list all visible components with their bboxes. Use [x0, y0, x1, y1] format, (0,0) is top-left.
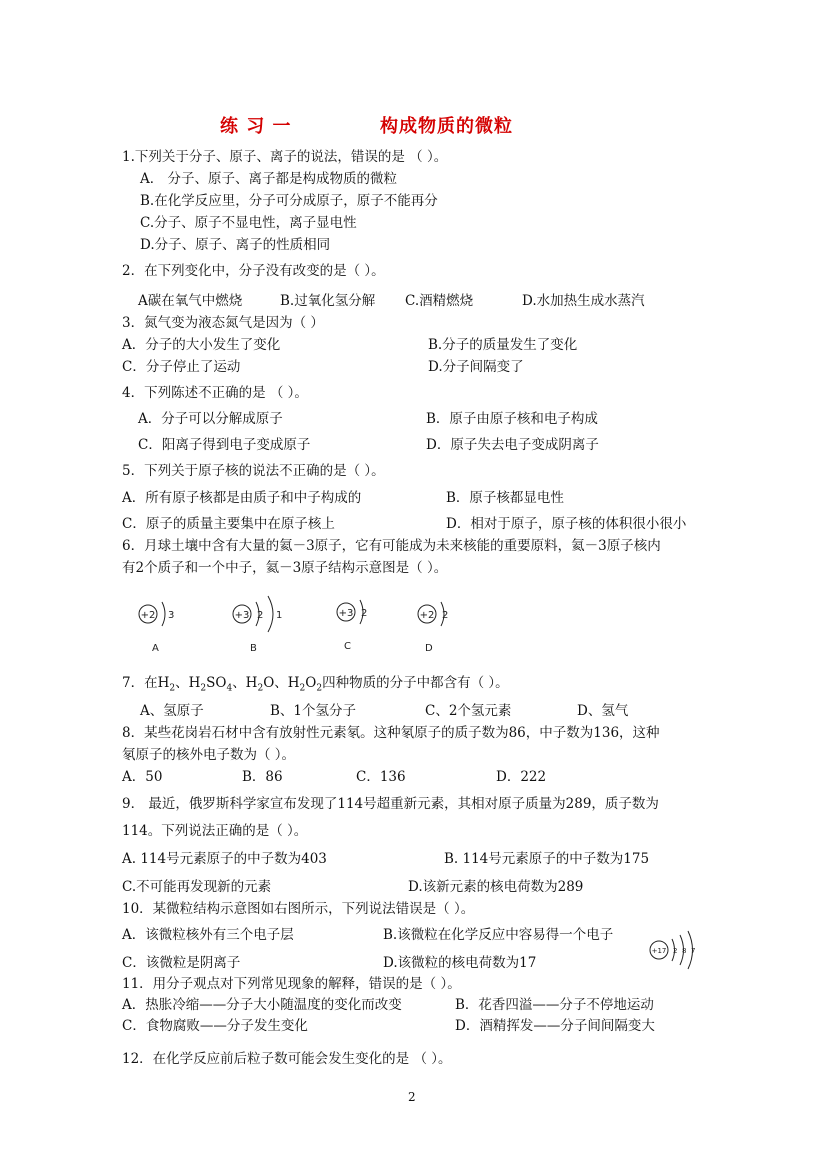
diagram-a-nucleus: +2	[140, 610, 156, 621]
q2-option-c: C.酒精燃烧	[405, 293, 474, 309]
q8-line1: 8．某些花岗岩石材中含有放射性元素氡。这种氡原子的质子数为86，中子数为136，这种	[122, 725, 660, 741]
q9-option-b: B. 114号元素原子的中子数为175	[444, 851, 650, 867]
q1-stem: 1.下列关于分子、原子、离子的说法，错误的是 （ ）。	[122, 149, 448, 165]
q10-option-d: D.该微粒的核电荷数为17	[383, 955, 537, 971]
q2-option-a: A碳在氧气中燃烧	[138, 293, 243, 309]
title-practice: 练 习 一	[220, 116, 292, 137]
q5-option-a: A．所有原子核都是由质子和中子构成的	[122, 490, 362, 506]
diagram-d-label: D	[425, 643, 433, 654]
q9-option-a: A. 114号元素原子的中子数为403	[122, 851, 327, 867]
q10-diagram-nucleus: +17	[651, 947, 667, 955]
q8-line2: 氡原子的核外电子数为（ ）。	[122, 747, 296, 763]
atom-diagram-c	[337, 600, 367, 652]
q6-line1: 6．月球土壤中含有大量的氦－3原子，它有可能成为未来核能的重要原料，氦－3原子核内	[122, 538, 661, 554]
diagram-d-nucleus: +2	[419, 610, 435, 621]
diagram-b-nucleus: +3	[234, 610, 250, 621]
q8-option-b: B．86	[242, 769, 283, 785]
q1-option-c: C.分子、原子不显电性，离子显电性	[140, 215, 357, 231]
q4-option-d: D．原子失去电子变成阴离子	[426, 437, 599, 453]
q10-atom-diagram	[645, 930, 705, 972]
q7-option-d: D、氢气	[577, 703, 629, 719]
diagram-a-shell-1: 3	[168, 610, 175, 621]
q5-option-b: B．原子核都显电性	[446, 490, 564, 506]
diagram-b-label: B	[250, 643, 257, 654]
q10-option-c: C．该微粒是阴离子	[122, 955, 241, 971]
q5-option-c: C．原子的质量主要集中在原子核上	[122, 516, 335, 532]
q10-stem: 10．某微粒结构示意图如右图所示，下列说法错误是（ ）。	[122, 901, 475, 917]
q6-line2: 有2个质子和一个中子，氦－3原子结构示意图是（ ）。	[122, 560, 448, 576]
q10-option-a: A．该微粒核外有三个电子层	[122, 927, 294, 943]
q4-option-b: B．原子由原子核和电子构成	[426, 411, 598, 427]
diagram-c-shell-1: 2	[361, 608, 368, 619]
atom-diagram-d	[418, 602, 448, 654]
q5-stem: 5．下列关于原子核的说法不正确的是（ ）。	[122, 463, 385, 479]
q10-diagram-shell-1: 2	[673, 947, 678, 955]
diagram-b-shell-1: 2	[257, 610, 264, 621]
q4-stem: 4．下列陈述不正确的是 （ ）。	[122, 385, 308, 401]
q10-option-b: B.该微粒在化学反应中容易得一个电子	[383, 927, 614, 943]
q10-diagram-shell-2: 8	[682, 947, 687, 955]
q7-option-c: C、2个氢元素	[425, 703, 512, 719]
q4-option-a: A．分子可以分解成原子	[138, 411, 283, 427]
q8-option-a: A．50	[122, 769, 163, 785]
atom-diagram-a	[139, 602, 174, 654]
q12-stem: 12．在化学反应前后粒子数可能会发生变化的是 （ ）。	[122, 1051, 452, 1067]
atom-diagram-b	[233, 596, 282, 654]
q11-option-c: C．食物腐败——分子发生变化	[122, 1018, 308, 1034]
q3-option-d: D.分子间隔变了	[428, 359, 524, 375]
q3-option-c: C．分子停止了运动	[122, 359, 241, 375]
diagram-c-nucleus: +3	[338, 608, 354, 619]
q10-diagram-shell-3: 7	[691, 947, 696, 955]
q2-stem: 2．在下列变化中，分子没有改变的是（ ）。	[122, 263, 385, 279]
diagram-c-label: C	[344, 641, 351, 652]
q2-option-b: B.过氧化氢分解	[280, 293, 376, 309]
q7-option-a: A、氢原子	[140, 703, 204, 719]
diagram-b-shell-2: 1	[276, 610, 283, 621]
page-number: 2	[408, 1090, 416, 1104]
diagram-a-label: A	[152, 643, 159, 654]
q4-option-c: C．阳离子得到电子变成原子	[138, 437, 311, 453]
q1-option-a: A． 分子、原子、离子都是构成物质的微粒	[140, 171, 398, 187]
q11-option-d: D．酒精挥发——分子间间隔变大	[455, 1018, 655, 1034]
page-title: 构成物质的微粒	[380, 116, 513, 137]
q3-stem: 3．氮气变为液态氮气是因为（ ）	[122, 315, 324, 331]
q8-option-c: C．136	[356, 769, 406, 785]
q11-option-b: B．花香四溢——分子不停地运动	[455, 997, 654, 1013]
q1-option-d: D.分子、原子、离子的性质相同	[140, 237, 331, 253]
q11-stem: 11．用分子观点对下列常见现象的解释，错误的是（ ）。	[122, 976, 461, 992]
diagram-d-shell-1: 2	[442, 610, 449, 621]
q9-line2: 114。下列说法正确的是（ ）。	[122, 823, 308, 839]
q7-stem: 7．在$H_2$、$H_2SO_4$、$H_2O$、$H_2O_2$四种物质的分子中都含有（ ）。	[122, 675, 509, 694]
q2-option-d: D.水加热生成水蒸汽	[522, 293, 645, 309]
q9-option-d: D.该新元素的核电荷数为289	[408, 879, 584, 895]
q9-line1: 9． 最近，俄罗斯科学家宣布发现了114号超重新元素，其相对原子质量为289，质子数为	[122, 796, 659, 812]
q7-option-b: B、1个氢分子	[270, 703, 357, 719]
q1-option-b: B.在化学反应里，分子可分成原子，原子不能再分	[140, 193, 438, 209]
q11-option-a: A．热胀冷缩——分子大小随温度的变化而改变	[122, 997, 402, 1013]
q3-option-a: A．分子的大小发生了变化	[122, 337, 281, 353]
q9-option-c: C.不可能再发现新的元素	[122, 879, 272, 895]
q6-diagrams	[120, 590, 460, 660]
q8-option-d: D．222	[496, 769, 547, 785]
q5-option-d: D．相对于原子，原子核的体积很小很小	[446, 516, 687, 532]
q3-option-b: B.分子的质量发生了变化	[428, 337, 578, 353]
